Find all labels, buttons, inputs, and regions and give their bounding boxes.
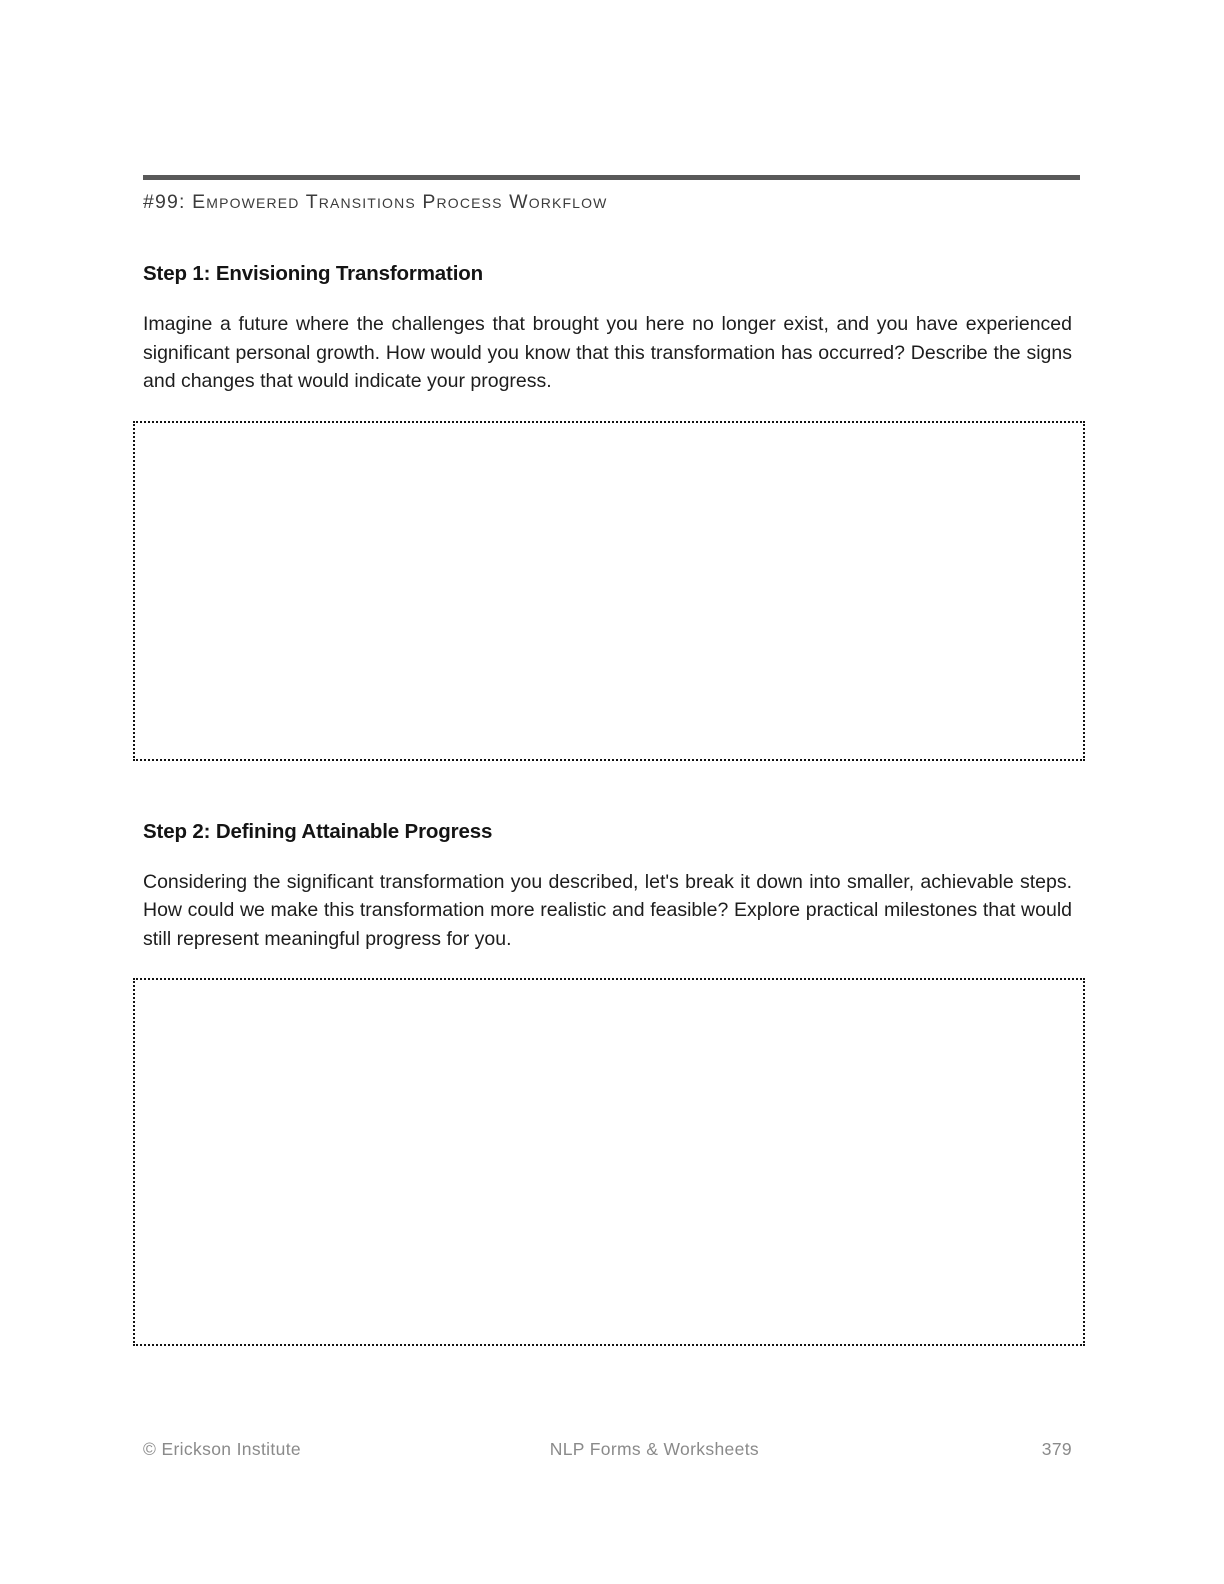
step-1-answer-box[interactable]	[133, 421, 1085, 761]
footer-copyright: © Erickson Institute	[143, 1439, 302, 1459]
worksheet-content	[143, 262, 1072, 1346]
footer-page-number: 379	[1041, 1439, 1072, 1459]
footer-document-title: NLP Forms & Worksheets	[549, 1439, 760, 1459]
step-1-prompt-text: Imagine a future where the challenges that brought you here no longer exist, and you have experienced significant personal growth. How would you know that this transformation has occurred? Describe the signs and changes that would indicate your progress.	[143, 313, 1072, 392]
header-divider-rule	[143, 175, 1080, 180]
page-footer	[143, 1437, 1072, 1461]
spacer	[143, 953, 1072, 978]
step-1-heading: Step 1: Envisioning Transformation	[143, 262, 484, 285]
spacer	[143, 844, 1072, 868]
step-section-2	[143, 820, 1072, 1347]
page-header	[143, 175, 1080, 215]
spacer	[143, 761, 1072, 820]
page-title: #99: Empowered Transitions Process Workflow	[143, 191, 608, 213]
spacer	[143, 396, 1072, 421]
spacer	[143, 286, 1072, 310]
step-section-1	[143, 262, 1072, 761]
step-2-prompt-text: Considering the significant transformation you described, let's break it down into smaller, achievable steps. How could we make this transformation more realistic and feasible? Explore practical milestones that would still represent meaningful progress for you.	[143, 870, 1072, 950]
step-2-heading: Step 2: Defining Attainable Progress	[143, 819, 493, 843]
step-2-answer-box[interactable]	[133, 978, 1085, 1346]
